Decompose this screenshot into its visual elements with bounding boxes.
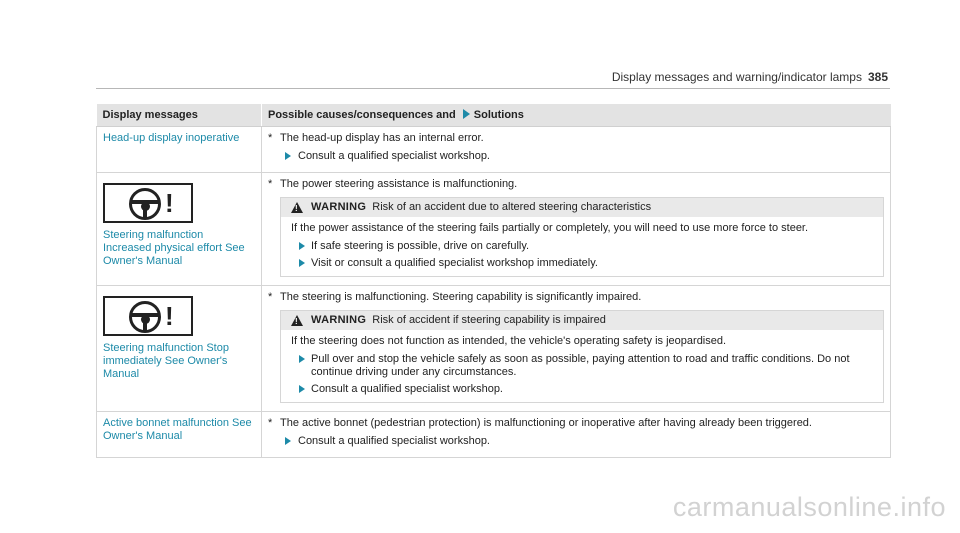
steering-warning-icon — [103, 296, 193, 336]
solution-step — [291, 353, 875, 379]
message-cell — [97, 173, 262, 286]
cause-item — [268, 291, 884, 304]
warning-text: If the steering does not function as intended, the vehicle's operating safety is jeopardised. — [291, 335, 727, 347]
page-header-title: Display messages and warning/indicator lamps — [611, 70, 862, 84]
steering-wheel-icon — [129, 188, 161, 220]
display-messages-table — [96, 104, 891, 458]
table-row — [97, 286, 891, 412]
header-solutions-label: Solutions — [473, 109, 524, 121]
message-cell — [97, 127, 262, 173]
header-display-messages: Display messages — [97, 104, 262, 127]
table-row — [97, 412, 891, 458]
step-text: Pull over and stop the vehicle safely as soon as possible, paying attention to road and traffic conditions. Do not continue driving under any circumstances. — [311, 353, 850, 378]
exclamation-icon: ! — [165, 301, 174, 331]
step-arrow-icon — [299, 259, 305, 267]
steering-warning-icon — [103, 183, 193, 223]
cause-text: The power steering assistance is malfunctioning. — [280, 178, 518, 190]
warning-triangle-icon — [291, 202, 303, 213]
step-text: If safe steering is possible, drive on carefully. — [311, 240, 530, 252]
solution-step — [268, 150, 884, 163]
page-number: 385 — [867, 70, 888, 84]
warning-title: Risk of accident if steering capability is impaired — [372, 314, 606, 326]
cause-item — [268, 178, 884, 191]
step-text: Consult a qualified specialist workshop. — [311, 383, 503, 395]
page-header — [612, 70, 888, 84]
step-arrow-icon — [299, 242, 305, 250]
display-message-text: Steering malfunction Stop immediately See Owner's Manual — [103, 342, 229, 380]
warning-text: If the power assistance of the steering fails partially or completely, you will need to use more force to steer. — [291, 222, 809, 234]
solution-step — [268, 435, 884, 448]
cause-item — [268, 417, 884, 430]
step-arrow-icon — [285, 437, 291, 445]
solution-step — [291, 257, 875, 270]
solutions-arrow-icon — [463, 109, 470, 119]
step-text: Consult a qualified specialist workshop. — [298, 435, 490, 447]
watermark: carmanualsonline.info — [672, 492, 946, 522]
display-message-text: Active bonnet malfunction See Owner's Manual — [103, 417, 252, 442]
warning-triangle-icon — [291, 315, 303, 326]
message-cell — [97, 412, 262, 458]
solution-cell — [262, 412, 891, 458]
solution-cell — [262, 286, 891, 412]
warning-body — [281, 330, 883, 402]
header-causes-label: Possible causes/consequences and — [268, 109, 456, 121]
warning-body — [281, 217, 883, 276]
display-message-text: Steering malfunction Increased physical effort See Owner's Manual — [103, 229, 245, 267]
table-row — [97, 173, 891, 286]
exclamation-icon: ! — [165, 188, 174, 218]
warning-label: WARNING — [311, 201, 367, 213]
step-text: Consult a qualified specialist workshop. — [298, 150, 490, 162]
cause-text: The head-up display has an internal error. — [280, 132, 484, 144]
warning-box — [280, 310, 884, 403]
cause-text: The active bonnet (pedestrian protection) is malfunctioning or inoperative after having already been triggered. — [280, 417, 812, 429]
table-row — [97, 127, 891, 173]
step-arrow-icon — [299, 385, 305, 393]
asterisk-marker: * — [268, 178, 273, 190]
asterisk-marker: * — [268, 291, 273, 303]
steering-wheel-icon — [129, 301, 161, 333]
message-cell — [97, 286, 262, 412]
asterisk-marker: * — [268, 417, 273, 429]
table-header-row — [97, 104, 891, 127]
warning-box — [280, 197, 884, 277]
display-message-text: Head-up display inoperative — [103, 132, 240, 144]
solution-step — [291, 240, 875, 253]
header-rule — [96, 88, 890, 89]
step-arrow-icon — [285, 152, 291, 160]
step-text: Visit or consult a qualified specialist workshop immediately. — [311, 257, 598, 269]
solution-step — [291, 383, 875, 396]
warning-header — [281, 198, 883, 217]
solution-cell — [262, 173, 891, 286]
step-arrow-icon — [299, 355, 305, 363]
warning-label: WARNING — [311, 314, 367, 326]
asterisk-marker: * — [268, 132, 273, 144]
cause-text: The steering is malfunctioning. Steering capability is significantly impaired. — [280, 291, 642, 303]
warning-title: Risk of an accident due to altered steering characteristics — [372, 201, 652, 213]
header-causes-solutions — [262, 104, 891, 127]
solution-cell — [262, 127, 891, 173]
cause-item — [268, 132, 884, 145]
warning-header — [281, 311, 883, 330]
